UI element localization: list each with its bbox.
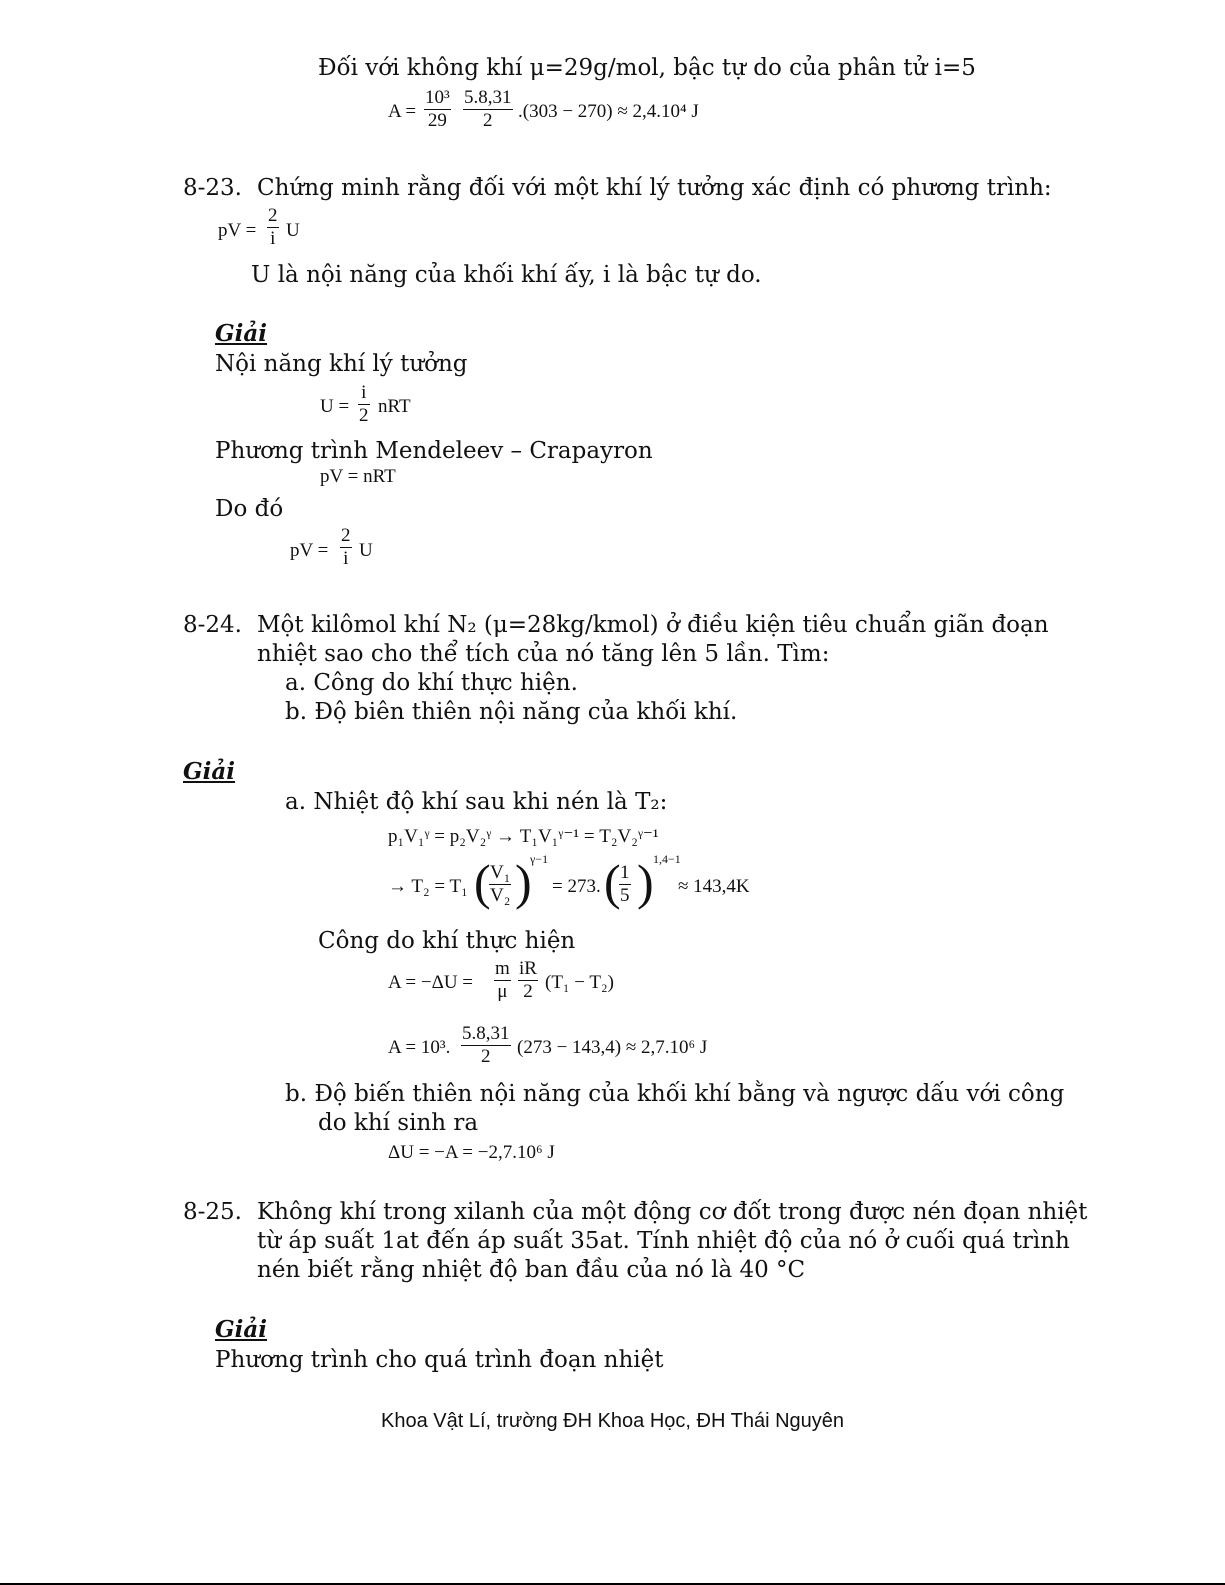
eq-a2-rhs: ≈ 143,4K <box>678 876 750 897</box>
solution-label: Giải <box>183 758 236 785</box>
problem-statement: nhiệt sao cho thể tích của nó tăng lên 5 lần. Tìm: <box>257 641 830 667</box>
eq1-frac <box>358 382 370 427</box>
eq-w2-lhs: A = 10³. <box>388 1037 451 1058</box>
problem-number: 8-24. <box>183 612 242 638</box>
problem-note: U là nội năng của khối khí ấy, i là bậc tự do. <box>251 262 762 288</box>
paren-right: ) <box>637 854 654 910</box>
frac-den: 2 <box>359 405 369 426</box>
solution-text: Phương trình Mendeleev – Crapayron <box>215 438 653 464</box>
eq-frac <box>267 205 279 250</box>
frac-den: 29 <box>424 109 451 132</box>
solution-text: Công do khí thực hiện <box>318 928 576 954</box>
eq-b: ΔU = −A = −2,7.10⁶ J <box>388 1142 555 1163</box>
eq3-frac <box>340 525 352 570</box>
frac-num: 5.8,31 <box>464 87 512 108</box>
frac-num: 2 <box>268 205 278 226</box>
frac-num: m <box>495 958 510 979</box>
eq-a2-exp: γ−1 <box>530 852 549 866</box>
eq2: pV = nRT <box>320 466 396 487</box>
frac-den: 2 <box>463 109 513 132</box>
eq3-lhs: pV = <box>290 540 329 561</box>
frac-num: iR <box>519 958 537 979</box>
eq-w1-lhs: A = −ΔU = <box>388 972 474 993</box>
problem-number: 8-25. <box>183 1199 242 1225</box>
solution-label: Giải <box>215 320 268 347</box>
eq-a2-frac2 <box>619 862 631 907</box>
problem-item: b. Độ biên thiên nội năng của khối khí. <box>285 699 738 725</box>
frac-den: 2 <box>461 1045 511 1068</box>
solution-label: Giải <box>215 1316 268 1343</box>
eq1-lhs: U = <box>320 396 350 417</box>
problem-number: 8-23. <box>183 175 242 201</box>
problem-statement: nén biết rằng nhiệt độ ban đầu của nó là 40 °C <box>257 1257 806 1283</box>
frac-den: 5 <box>620 885 630 906</box>
paren-left: ( <box>474 854 491 910</box>
intro-eq-frac-2 <box>463 87 513 132</box>
frac-den: 2 <box>518 980 538 1003</box>
paren-left: ( <box>604 854 621 910</box>
solution-text: b. Độ biến thiên nội năng của khối khí bằng và ngược dấu với công <box>285 1081 1065 1107</box>
frac-den: i <box>267 227 279 250</box>
eq-w1-rhs: (T₁ − T₂) <box>545 972 614 993</box>
eq-w1-frac1 <box>494 958 511 1003</box>
frac-den: μ <box>494 980 511 1003</box>
eq-w1-frac2 <box>518 958 538 1003</box>
frac-num: 2 <box>341 525 351 546</box>
eq-lhs: pV = <box>218 220 257 241</box>
frac-num: 5.8,31 <box>462 1023 510 1044</box>
intro-eq-frac-1 <box>424 87 451 132</box>
frac-den: i <box>340 547 352 570</box>
problem-statement: Không khí trong xilanh của một động cơ đốt trong được nén đọan nhiệt <box>257 1199 1088 1225</box>
intro-eq-lhs: A = <box>388 101 417 122</box>
problem-statement: Chứng minh rằng đối với một khí lý tưởng xác định có phương trình: <box>257 175 1052 201</box>
paren-right: ) <box>515 854 532 910</box>
problem-statement: từ áp suất 1at đến áp suất 35at. Tính nhiệt độ của nó ở cuối quá trình <box>257 1228 1070 1254</box>
eq-rhs: U <box>286 220 300 241</box>
solution-text: do khí sinh ra <box>318 1110 479 1136</box>
frac-num: 1 <box>620 862 630 883</box>
eq3-rhs: U <box>359 540 373 561</box>
eq-w2-frac <box>461 1023 511 1068</box>
eq1-rhs: nRT <box>378 396 411 417</box>
eq-a2-exp2: 1,4−1 <box>653 852 681 866</box>
solution-text: Nội năng khí lý tưởng <box>215 351 468 377</box>
solution-text: Do đó <box>215 496 284 522</box>
eq-a2-lhs: → T₂ = T₁ <box>388 876 468 897</box>
intro-line: Đối với không khí μ=29g/mol, bậc tự do của phân tử i=5 <box>318 55 976 81</box>
solution-text: Phương trình cho quá trình đoạn nhiệt <box>215 1347 664 1373</box>
eq-a1: p₁V₁ᵞ = p₂V₂ᵞ → T₁V₁ᵞ⁻¹ = T₂V₂ᵞ⁻¹ <box>388 826 659 847</box>
frac-num: V₁ <box>490 862 511 883</box>
eq-w2-rhs: (273 − 143,4) ≈ 2,7.10⁶ J <box>517 1037 708 1058</box>
solution-text: a. Nhiệt độ khí sau khi nén là T₂: <box>285 789 668 815</box>
intro-eq-rhs: .(303 − 270) ≈ 2,4.10⁴ J <box>518 101 699 122</box>
eq-a2-frac <box>489 862 511 907</box>
page-footer: Khoa Vật Lí, trường ĐH Khoa Học, ĐH Thái Nguyên <box>380 1410 845 1432</box>
frac-num: 10³ <box>425 87 450 108</box>
eq-a2-mid: = 273. <box>552 876 601 897</box>
frac-num: i <box>361 382 367 403</box>
problem-statement: Một kilômol khí N₂ (μ=28kg/kmol) ở điều kiện tiêu chuẩn giãn đoạn <box>257 612 1049 638</box>
frac-den: V₂ <box>490 885 511 906</box>
problem-item: a. Công do khí thực hiện. <box>285 670 578 696</box>
